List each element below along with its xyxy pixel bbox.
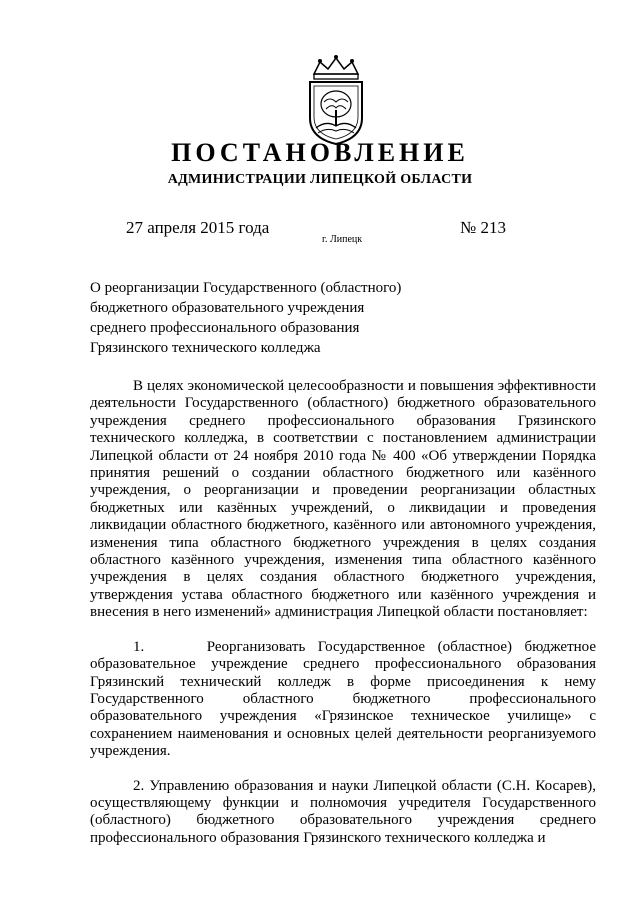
clause-1-paragraph: 1. Реорганизовать Государственное (областное) бюджетное образовательное учреждение среднего профессионального образования Грязинский технический колледж в форме присоединения к нему Государственного областного бюджетного профессионального образовательного учреждения «Грязинское техническое училище» с сохранением наименования и основных целей деятельности реорганизуемого учреждения. bbox=[90, 638, 596, 760]
subject-line: О реорганизации Государственного (областного) bbox=[90, 280, 402, 296]
document-number: № 213 bbox=[460, 218, 506, 237]
subject-line: Грязинского технического колледжа bbox=[90, 340, 321, 356]
subject-line: бюджетного образовательного учреждения bbox=[90, 300, 365, 316]
subject-line: среднего профессионального образования bbox=[90, 320, 360, 336]
coat-of-arms-icon bbox=[300, 52, 372, 148]
document-subject bbox=[90, 278, 401, 358]
preamble-paragraph: В целях экономической целесообразности и повышения эффективности деятельности Государственного (областного) бюджетного образовательного учреждения среднего профессионального образования Грязинского технического колледжа, в соответствии с постановлением администрации Липецкой области от 24 ноября 2010 года № 400 «Об утверждении Порядка принятия решений о создании областного бюджетного или казённого учреждения, о реорганизации и проведении реорганизации областных бюджетных или казённых учреждений, о ликвидации и проведения ликвидации областного бюджетного, казённого или автономного учреждения, изменения типа областного бюджетного учреждения в целях создания областного казённого учреждения, изменения типа областного казённого учреждения в целях создания областного бюджетного учреждения, утверждения устава областного бюджетного или казённого учреждения и внесения в него изменений» администрация Липецкой области постановляет: bbox=[90, 378, 596, 621]
document-date: 27 апреля 2015 года bbox=[126, 218, 270, 237]
document-body bbox=[90, 378, 596, 847]
document-issuer: АДМИНИСТРАЦИИ ЛИПЕЦКОЙ ОБЛАСТИ bbox=[167, 172, 473, 187]
document-title: ПОСТАНОВЛЕНИЕ bbox=[171, 138, 469, 167]
document-place: г. Липецк bbox=[322, 234, 363, 245]
clause-2-paragraph: 2. Управлению образования и науки Липецкой области (С.Н. Косарев), осуществляющему функции и полномочия учредителя Государственного (областного) бюджетного образовательного учреждения среднего профессионального образования Грязинского технического колледжа и bbox=[90, 777, 596, 846]
